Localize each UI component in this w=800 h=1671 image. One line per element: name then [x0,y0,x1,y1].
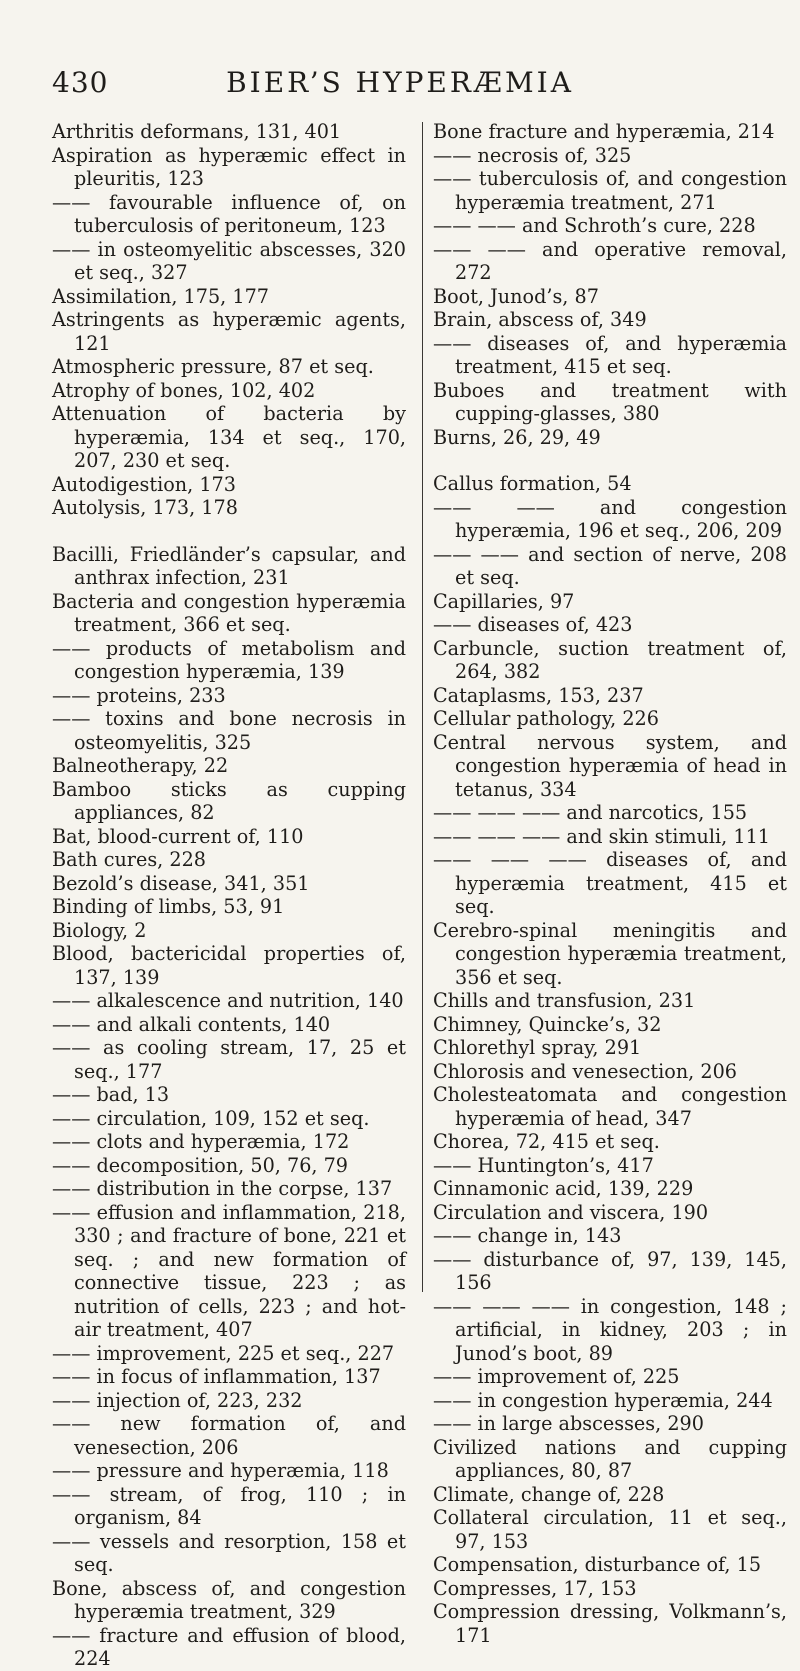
index-entry: Bacilli, Friedländer’s capsular, and anthrax infection, 231 [52,542,406,589]
index-entry: Autodigestion, 173 [52,472,236,496]
running-title: BIER’S HYPERÆMIA [226,66,574,99]
index-entry: Aspiration as hyperæmic effect in pleuritis, 123 [52,143,406,190]
page-header [52,66,748,106]
index-entry: —— diseases of, 423 [433,613,633,636]
index-entry: Atrophy of bones, 102, 402 [52,378,316,402]
left-index-column [52,120,406,1671]
index-entry: —— toxins and bone necrosis in osteomyelitis, 325 [52,707,406,754]
index-entry: Cerebro-spinal meningitis and congestion hyperæmia treatment, 356 et seq. [433,918,787,989]
index-entry: —— alkalescence and nutrition, 140 [52,989,404,1012]
index-entry: —— —— —— in congestion, 148 ; artificial, in kidney, 203 ; in Junod’s boot, 89 [433,1294,787,1365]
index-entry: —— in large abscesses, 290 [433,1412,704,1435]
index-entry: Capillaries, 97 [433,589,575,613]
index-entry: —— change in, 143 [433,1224,622,1247]
index-entry: Circulation and viscera, 190 [433,1200,709,1224]
index-entry: —— new formation of, and venesection, 206 [52,1412,406,1459]
index-entry: —— tuberculosis of, and congestion hyperæmia treatment, 271 [433,167,787,214]
index-entry: —— —— and congestion hyperæmia, 196 et seq., 206, 209 [433,495,787,542]
index-entry: —— improvement of, 225 [433,1365,680,1388]
index-entry: Cinnamonic acid, 139, 229 [433,1177,694,1200]
index-entry: Bone, abscess of, and congestion hyperæmia treatment, 329 [52,1576,406,1623]
index-entry: Autolysis, 173, 178 [52,496,238,519]
index-entry: —— distribution in the corpse, 137 [52,1177,393,1200]
index-entry: —— stream, of frog, 110 ; in organism, 84 [52,1482,406,1529]
index-entry: Bone fracture and hyperæmia, 214 [433,120,775,143]
index-entry: —— Huntington’s, 417 [433,1153,654,1177]
index-entry: Carbuncle, suction treatment of, 264, 382 [433,636,787,683]
index-entry: —— decomposition, 50, 76, 79 [52,1153,349,1177]
index-entry: Balneotherapy, 22 [52,754,229,777]
index-entry: —— in osteomyelitic abscesses, 320 et seq., 327 [52,237,406,284]
index-entry: Bacteria and congestion hyperæmia treatment, 366 et seq. [52,589,406,636]
index-entry: —— proteins, 233 [52,683,226,707]
index-entry: Bezold’s disease, 341, 351 [52,871,310,895]
index-entry: Blood, bactericidal properties of, 137, 139 [52,942,406,989]
index-entry: Atmospheric pressure, 87 et seq. [52,355,374,378]
index-entry: —— injection of, 223, 232 [52,1388,303,1412]
page-number: 430 [52,66,109,99]
index-entry: Compresses, 17, 153 [433,1576,637,1600]
index-entry: Callus formation, 54 [433,472,632,495]
index-entry: Bat, blood-current of, 110 [52,824,304,848]
index-entry: —— —— —— diseases of, and hyperæmia treatment, 415 et seq. [433,848,787,918]
index-entry: Central nervous system, and congestion hyperæmia of head in tetanus, 334 [433,730,787,801]
index-entry: —— favourable influence of, on tuberculosis of peritoneum, 123 [52,190,406,237]
index-entry: —— products of metabolism and congestion hyperæmia, 139 [52,636,406,683]
index-entry: Cholesteatomata and congestion hyperæmia of head, 347 [433,1083,787,1130]
index-entry: Cellular pathology, 226 [433,707,659,730]
index-entry: Bath cures, 228 [52,848,207,871]
index-entry: Chlorethyl spray, 291 [433,1036,642,1059]
index-entry: Burns, 26, 29, 49 [433,425,601,449]
column-divider [422,122,423,1292]
index-entry: —— —— —— and skin stimuli, 111 [433,824,771,848]
right-index-column [433,120,787,1647]
index-entry: Buboes and treatment with cupping-glasses, 380 [433,378,787,425]
index-entry: Bamboo sticks as cupping appliances, 82 [52,777,406,824]
index-entry: —— fracture and effusion of blood, 224 [52,1623,406,1670]
index-entry: Brain, abscess of, 349 [433,308,647,331]
index-entry: —— diseases of, and hyperæmia treatment, 415 et seq. [433,331,787,378]
index-entry: —— clots and hyperæmia, 172 [52,1130,350,1153]
index-entry: Compensation, disturbance of, 15 [433,1553,762,1576]
index-entry: —— —— —— and narcotics, 155 [433,801,748,824]
index-entry: —— necrosis of, 325 [433,143,632,167]
index-entry: —— as cooling stream, 17, 25 et seq., 177 [52,1036,406,1083]
index-entry: —— disturbance of, 97, 139, 145, 156 [433,1247,787,1294]
index-entry: —— —— and section of nerve, 208 et seq. [433,542,787,589]
index-entry: —— in congestion hyperæmia, 244 [433,1388,773,1412]
index-entry: Cataplasms, 153, 237 [433,683,644,707]
index-entry: Collateral circulation, 11 et seq., 97, 153 [433,1506,787,1553]
index-entry: Climate, change of, 228 [433,1482,665,1506]
index-entry: Attenuation of bacteria by hyperæmia, 134 et seq., 170, 207, 230 et seq. [52,402,406,472]
index-entry: Compression dressing, Volkmann’s, 171 [433,1600,787,1647]
index-entry: —— —— and Schroth’s cure, 228 [433,214,756,237]
index-entry: —— —— and operative removal, 272 [433,237,787,284]
index-entry: Chlorosis and venesection, 206 [433,1059,737,1083]
index-entry: Biology, 2 [52,918,147,942]
index-entry: —— in focus of inflammation, 137 [52,1365,381,1388]
index-entry: Boot, Junod’s, 87 [433,284,599,308]
index-entry: —— vessels and resorption, 158 et seq. [52,1529,406,1576]
index-entry: Chorea, 72, 415 et seq. [433,1130,660,1153]
index-entry: —— pressure and hyperæmia, 118 [52,1459,389,1482]
index-entry: Chills and transfusion, 231 [433,989,696,1012]
index-entry: —— bad, 13 [52,1083,170,1106]
index-entry: Chimney, Quincke’s, 32 [433,1012,662,1036]
index-entry: —— effusion and inflammation, 218, 330 ; and fracture of bone, 221 et seq. ; and new formation of connective tissue, 223 ; as nutrition of cells, 223 ; and hot-air treatment, 407 [52,1200,406,1341]
index-entry: Binding of limbs, 53, 91 [52,895,285,918]
index-entry: —— and alkali contents, 140 [52,1012,331,1036]
index-entry: Assimilation, 175, 177 [52,284,269,308]
index-entry: —— circulation, 109, 152 et seq. [52,1106,370,1130]
index-entry: Civilized nations and cupping appliances, 80, 87 [433,1435,787,1482]
index-entry: Astringents as hyperæmic agents, 121 [52,308,406,355]
index-entry: Arthritis deformans, 131, 401 [52,120,342,143]
index-entry: —— improvement, 225 et seq., 227 [52,1341,395,1365]
